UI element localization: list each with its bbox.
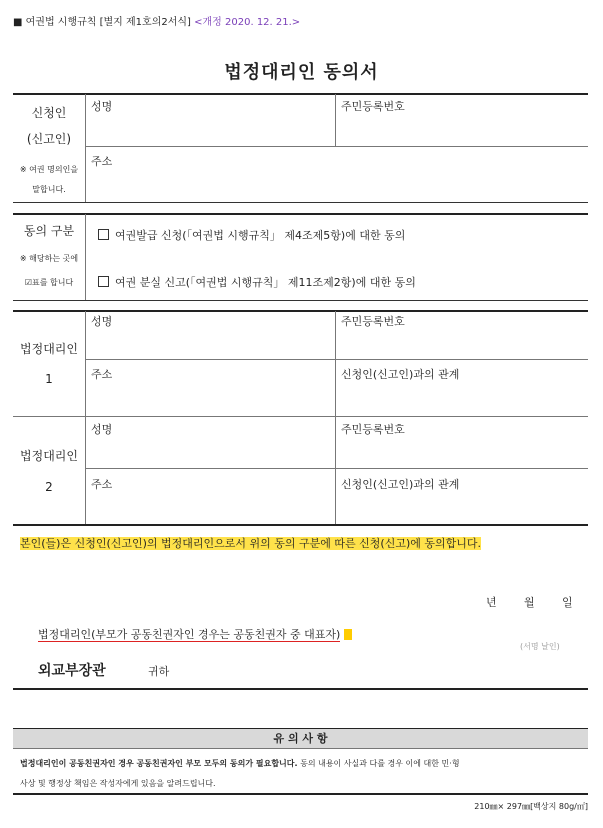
option-passport-loss[interactable] xyxy=(98,274,416,290)
date-month: 월 xyxy=(524,596,535,609)
revision-date: <개정 2020. 12. 21.> xyxy=(194,17,301,28)
header-square: ■ xyxy=(13,17,23,28)
rep1-relation-label: 신청인(신고인)과의 관계 xyxy=(341,368,460,381)
applicant-note-1: ※ 여권 명의인을 xyxy=(19,165,79,174)
recipient-honorific: 귀하 xyxy=(148,665,170,678)
sign-seal-note: (서명 날인) xyxy=(520,642,560,651)
option-issuance-label: 여권발급 신청(「여권법 시행규칙」 제4조제5항)에 대한 동의 xyxy=(115,229,406,242)
date-year: 년 xyxy=(486,596,497,609)
representative-1-number: 1 xyxy=(45,372,53,386)
applicant-label: 신청인 xyxy=(31,106,67,120)
consent-type-label: 동의 구분 xyxy=(23,224,75,238)
signer-line[interactable] xyxy=(38,626,352,642)
representative-1-label: 법정대리인 xyxy=(20,342,78,356)
notice-text-2: 사상 및 행정상 책임은 작성자에게 있음을 알려드립니다. xyxy=(20,779,216,788)
option-loss-label: 여권 분실 신고(「여권법 시행규칙」 제11조제2항)에 대한 동의 xyxy=(115,276,416,289)
applicant-address-label: 주소 xyxy=(91,155,113,168)
paper-spec: 210㎜× 297㎜[백상지 80g/㎡] xyxy=(474,802,588,811)
consent-type-note-1: ※ 해당하는 곳에 xyxy=(19,254,79,263)
rep2-name-label: 성명 xyxy=(91,423,113,436)
rep2-address-label: 주소 xyxy=(91,478,113,491)
representative-2-number: 2 xyxy=(45,480,53,494)
notice-title: 유 의 사 항 xyxy=(13,729,588,748)
notice-body xyxy=(20,754,590,794)
date-day: 일 xyxy=(562,596,573,609)
applicant-note-2: 말합니다. xyxy=(32,185,66,194)
signer-label: 법정대리인(부모가 공동친권자인 경우는 공동친권자 중 대표자) xyxy=(38,628,341,641)
recipient-name: 외교부장관 xyxy=(38,663,106,679)
checkbox-loss[interactable] xyxy=(98,276,109,287)
rep1-address-label: 주소 xyxy=(91,368,113,381)
notice-text: 동의 내용이 사실과 다를 경우 이에 대한 민·형 xyxy=(297,759,460,768)
form-header xyxy=(13,13,300,28)
representative-2-label: 법정대리인 xyxy=(20,449,78,463)
rep2-rrn-label: 주민등록번호 xyxy=(341,423,405,436)
signature-cursor xyxy=(344,629,352,640)
consent-type-note-2: ☑표를 합니다 xyxy=(24,278,74,287)
rep1-name-label: 성명 xyxy=(91,315,113,328)
consent-statement-text: 본인(들)은 신청인(신고인)의 법정대리인으로서 위의 동의 구분에 따른 신청(신고)에 동의합니다. xyxy=(20,537,482,550)
page-title: 법정대리인 동의서 xyxy=(224,62,379,83)
rep1-rrn-label: 주민등록번호 xyxy=(341,315,405,328)
applicant-label-sub: (신고인) xyxy=(26,132,72,146)
option-passport-issuance[interactable] xyxy=(98,227,405,243)
applicant-name-label: 성명 xyxy=(91,100,113,113)
form-reference: 여권법 시행규칙 [별지 제1호의2서식] xyxy=(25,17,191,28)
checkbox-issuance[interactable] xyxy=(98,229,109,240)
rep2-relation-label: 신청인(신고인)과의 관계 xyxy=(341,478,460,491)
notice-bold-text: 법정대리인이 공동친권자인 경우 공동친권자인 부모 모두의 동의가 필요합니다. xyxy=(20,759,298,768)
consent-statement xyxy=(20,535,481,551)
applicant-rrn-label: 주민등록번호 xyxy=(341,100,405,113)
